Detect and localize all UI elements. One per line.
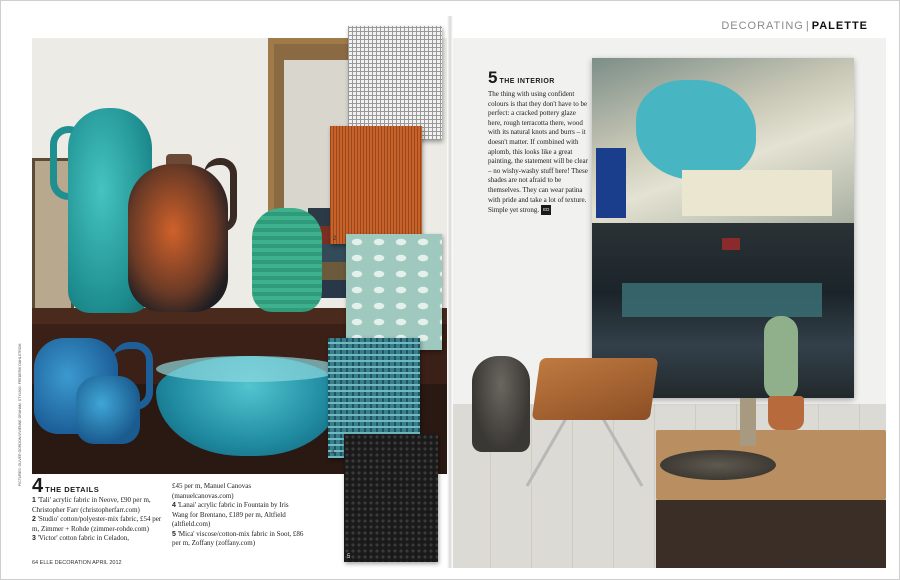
green-ribbed-vase	[252, 208, 322, 312]
section-number: 4	[32, 475, 44, 497]
detail-item-continued: £45 per m, Manuel Canovas (manuelcanovas.com)	[172, 482, 252, 500]
interior-photo	[450, 38, 886, 568]
bowl-rim	[156, 356, 342, 382]
interior-text-block	[488, 68, 588, 216]
details-heading	[32, 476, 99, 497]
details-column-2	[172, 482, 306, 549]
folio-right: APRIL 2012 ELLE DECORATION 65	[784, 560, 874, 566]
terracotta-jug	[128, 164, 228, 312]
section-label: DECORATING	[721, 20, 804, 32]
topic-label: PALETTE	[811, 20, 868, 32]
section-heading: THE DETAILS	[45, 485, 100, 494]
spread-gutter	[447, 16, 453, 568]
interior-body: The thing with using confident colours is that they don't have to be perfect: a cracked pottery glaze here, rough terracotta there, wood with its natural knots and burrs – it doesn't matter. If combined with aplomb, this looks like a great painting, the statement will be clear – no wishy-washy stuff here! These shades are not afraid to be themselves. They can wear patina with pride and take a lot of texture. Simple yet strong. ED	[488, 90, 588, 215]
magazine-spread	[14, 16, 886, 568]
section-tag: DECORATING | PALETTE	[721, 20, 868, 32]
detail-item: 1 'Tali' acrylic fabric in Neove, £90 per m, Christopher Farr (christopherfarr.com)	[32, 496, 151, 514]
cactus-plant	[764, 316, 798, 400]
end-mark: ED	[541, 205, 551, 215]
swatch-number: 4	[331, 450, 335, 456]
folio-left: 64 ELLE DECORATION APRIL 2012	[32, 560, 122, 566]
leather-folding-chair	[532, 358, 659, 420]
blue-jug-small	[76, 376, 140, 444]
stone-vase	[740, 398, 756, 446]
detail-item: 3 'Victor' cotton fabric in Celadon,	[32, 534, 129, 542]
details-section	[32, 476, 332, 562]
metal-dish	[660, 450, 776, 480]
section-number: 5	[488, 68, 498, 87]
coffee-table-base	[656, 500, 886, 568]
detail-item: 2 'Studio' cotton/polyester-mix fabric, £54 per m, Zimmer + Rohde (zimmer-rohde.com)	[32, 515, 162, 533]
detail-item: 5 'Mica' viscose/cotton-mix fabric in Soot, £86 per m, Zoffany (zoffany.com)	[172, 529, 304, 547]
fabric-swatch-3	[346, 234, 442, 350]
fabric-swatch-2	[330, 126, 422, 244]
abstract-painting	[592, 58, 854, 398]
swatch-number: 2	[333, 236, 337, 242]
terracotta-pot	[768, 396, 804, 430]
swatch-number: 5	[347, 554, 351, 560]
left-page	[14, 16, 450, 568]
fabric-swatch-5	[344, 434, 438, 562]
interior-heading	[488, 68, 588, 88]
fabric-swatch-1	[348, 26, 442, 140]
right-page	[450, 16, 886, 568]
details-column-1	[32, 496, 166, 544]
stone-head-sculpture	[472, 356, 530, 452]
photo-credit: PICTURES: OLIVER GORDON/VIVIENNE GRAHAM. STYLING: FREDERIK DAHLSTROM	[18, 343, 22, 486]
detail-item: 4 'Lanai' acrylic fabric in Fountain by Iris Wang for Brentano, £189 per m, Altfield (altfield.com)	[172, 501, 289, 528]
section-heading: THE INTERIOR	[499, 78, 555, 85]
